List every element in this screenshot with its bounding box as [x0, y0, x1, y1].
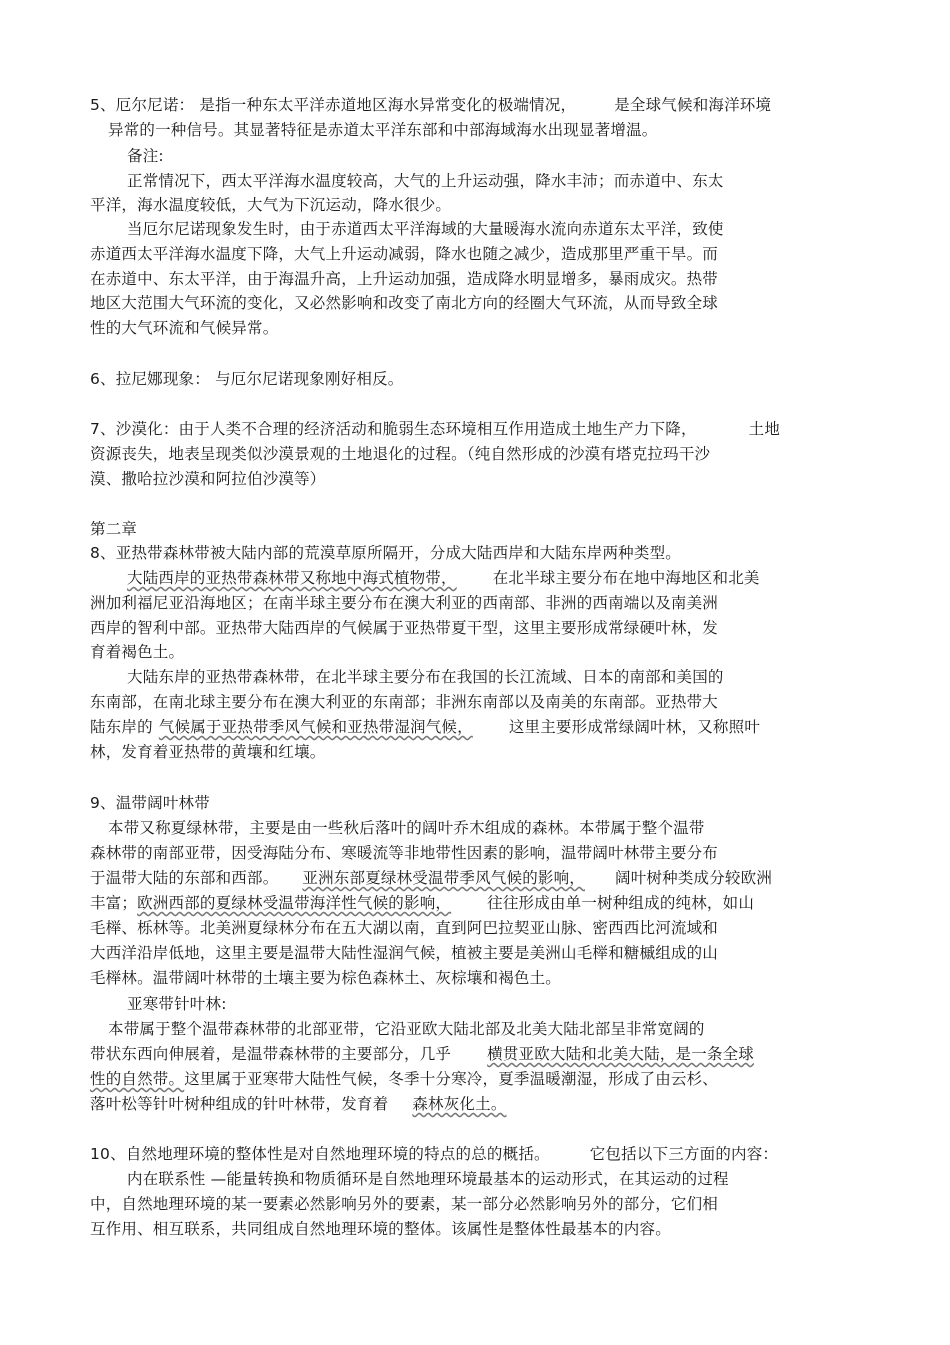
s5-para-normal-2: 平洋，海水温度较低，大气为下沉运动，降水很少。	[90, 196, 452, 214]
s5-para-elnino-5: 性的大气环流和气候异常。	[90, 319, 279, 337]
s8-east-3: 陆东岸的 气候属于亚热带季风气候和亚热带湿润气候， 这里主要形成常绿阔叶林，又称照叶	[90, 718, 761, 736]
s9-title: 9、温带阔叶林带	[90, 794, 210, 812]
s8-east-2: 东南部，在南北球主要分布在澳大利亚的东南部；非洲东南部以及南美的东南部。亚热带大	[90, 693, 719, 711]
s9-line-3: 于温带大陆的东部和西部。 亚洲东部夏绿林受温带季风气候的影响， 阔叶树种类成分较欧洲	[90, 869, 773, 887]
s9-boreal-3: 性的自然带。这里属于亚寒带大陆性气候，冬季十分寒冷，夏季温暖潮湿，形成了由云杉、	[90, 1070, 719, 1088]
s9-line-6: 大西洋沿岸低地，这里主要是温带大陆性湿润气候，植被主要是美洲山毛榉和糖槭组成的山	[90, 944, 719, 962]
s9-subheading: 亚寒带针叶林:	[127, 995, 227, 1013]
s6-line: 6、拉尼娜现象： 与厄尔尼诺现象刚好相反。	[90, 370, 404, 388]
s8-line-1: 8、亚热带森林带被大陆内部的荒漠草原所隔开，分成大陆西岸和大陆东岸两种类型。	[90, 544, 681, 562]
s10-line-4: 互作用、相互联系，共同组成自然地理环境的整体。该属性是整体性最基本的内容。	[90, 1220, 671, 1238]
s8-west-2: 洲加利福尼亚沿海地区；在南半球主要分布在澳大利亚的西南部、非洲的西南端以及南美洲	[90, 594, 719, 612]
s8-west-3: 西岸的智利中部。亚热带大陆西岸的气候属于亚热带夏干型，这里主要形成常绿硬叶林，发	[90, 619, 719, 637]
s8-east-4: 林，发育着亚热带的黄壤和红壤。	[90, 743, 326, 761]
s5-para-elnino-1: 当厄尔尼诺现象发生时，由于赤道西太平洋海域的大量暖海水流向赤道东太平洋，致使	[127, 220, 724, 238]
s7-line-2: 资源丧失，地表呈现类似沙漠景观的土地退化的过程。（纯自然形成的沙漠有塔克拉玛干沙	[90, 445, 711, 463]
s7-line-1: 7、沙漠化：由于人类不合理的经济活动和脆弱生态环境相互作用造成土地生产力下降， 土地	[90, 420, 781, 438]
s5-line-2: 异常的一种信号。其显著特征是赤道太平洋东部和中部海域海水出现显著增温。	[108, 121, 658, 139]
s9-boreal-2: 带状东西向伸展着，是温带森林带的主要部分，几乎 横贯亚欧大陆和北美大陆，是一条全球	[90, 1045, 755, 1063]
s8-east-1: 大陆东岸的亚热带森林带，在北半球主要分布在我国的长江流域、日本的南部和美国的	[127, 668, 724, 686]
s10-line-3: 中，自然地理环境的某一要素必然影响另外的要素，某一部分必然影响另外的部分，它们相	[90, 1195, 719, 1213]
s9-line-4: 丰富；欧洲西部的夏绿林受温带海洋性气候的影响， 往往形成由单一树种组成的纯林，如山	[90, 894, 755, 912]
note-label: 备注:	[127, 147, 164, 165]
chapter-heading: 第二章	[90, 520, 138, 538]
s9-line-7: 毛榉林。温带阔叶林带的土壤主要为棕色森林土、灰棕壤和褐色土。	[90, 969, 562, 987]
s9-boreal-1: 本带属于整个温带森林带的北部亚带，它沿亚欧大陆北部及北美大陆北部呈非常宽阔的	[108, 1020, 705, 1038]
s5-para-elnino-4: 地区大范围大气环流的变化，又必然影响和改变了南北方向的经圈大气环流，从而导致全球	[90, 294, 719, 312]
s10-line-2: 内在联系性 —能量转换和物质循环是自然地理环境最基本的运动形式，在其运动的过程	[127, 1170, 729, 1188]
s8-west-1: 大陆西岸的亚热带森林带又称地中海式植物带， 在北半球主要分布在地中海地区和北美	[127, 569, 760, 587]
s9-boreal-4: 落叶松等针叶树种组成的针叶林带，发育着 森林灰化土。	[90, 1095, 507, 1113]
s7-line-3: 漠、撒哈拉沙漠和阿拉伯沙漠等）	[90, 470, 326, 488]
s9-line-1: 本带又称夏绿林带，主要是由一些秋后落叶的阔叶乔木组成的森林。本带属于整个温带	[108, 819, 705, 837]
s9-line-2: 森林带的南部亚带，因受海陆分布、寒暖流等非地带性因素的影响，温带阔叶林带主要分布	[90, 844, 719, 862]
s10-line-1: 10、自然地理环境的整体性是对自然地理环境的特点的总的概括。 它包括以下三方面的内容：	[90, 1145, 779, 1163]
s9-line-5: 毛榉、栎林等。北美洲夏绿林分布在五大湖以南，直到阿巴拉契亚山脉、密西西比河流域和	[90, 919, 719, 937]
s8-west-4: 育着褐色土。	[90, 643, 185, 661]
s5-para-normal: 正常情况下，西太平洋海水温度较高，大气的上升运动强，降水丰沛；而赤道中、东太	[127, 172, 724, 190]
s5-para-elnino-2: 赤道西太平洋海水温度下降，大气上升运动减弱，降水也随之减少，造成那里严重干旱。而	[90, 245, 719, 263]
s5-para-elnino-3: 在赤道中、东太平洋，由于海温升高，上升运动加强，造成降水明显增多，暴雨成灾。热带	[90, 270, 719, 288]
s5-line-1: 5、厄尔尼诺： 是指一种东太平洋赤道地区海水异常变化的极端情况， 是全球气候和海洋环境	[90, 96, 772, 114]
